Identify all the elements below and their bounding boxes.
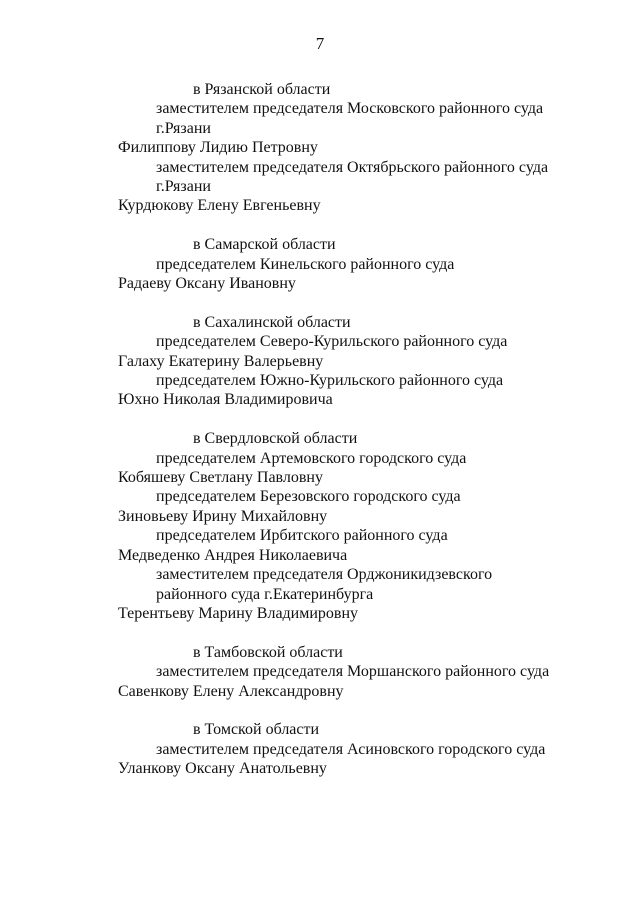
position-line: г.Рязани xyxy=(156,178,211,196)
position-line: заместителем председателя Московского районного суда xyxy=(156,100,544,118)
position-line: заместителем председателя Моршанского районного суда xyxy=(156,663,550,681)
section-spacer xyxy=(118,216,618,235)
region-heading: в Тамбовской области xyxy=(193,643,343,661)
person-name: Филиппову Лидию Петровну xyxy=(118,139,318,157)
appointment-list xyxy=(118,80,618,779)
position-line: заместителем председателя Октябрьского районного суда xyxy=(156,158,549,176)
person-name: Савенкову Елену Александровну xyxy=(118,682,344,700)
person-name: Зиновьеву Ирину Михайловну xyxy=(118,507,328,525)
section-spacer xyxy=(118,410,618,429)
section-spacer xyxy=(118,623,618,642)
position-line: г.Рязани xyxy=(156,119,211,137)
section-spacer xyxy=(118,293,618,312)
page-number: 7 xyxy=(315,34,325,53)
position-line: председателем Северо-Курильского районного суда xyxy=(156,333,508,351)
position-line: районного суда г.Екатеринбурга xyxy=(156,585,374,603)
position-line: заместителем председателя Орджоникидзевского xyxy=(156,566,493,584)
position-line: председателем Южно-Курильского районного суда xyxy=(156,372,504,390)
person-name: Кобяшеву Светлану Павловну xyxy=(118,469,323,487)
section-spacer xyxy=(118,701,618,720)
position-line: председателем Кинельского районного суда xyxy=(156,255,455,273)
region-heading: в Самарской области xyxy=(193,236,336,254)
region-heading: в Сахалинской области xyxy=(193,313,351,331)
position-line: заместителем председателя Асиновского городского суда xyxy=(156,740,546,758)
position-line: председателем Березовского городского суда xyxy=(156,488,461,506)
person-name: Радаеву Оксану Ивановну xyxy=(118,275,296,293)
region-heading: в Рязанской области xyxy=(193,81,331,98)
position-line: председателем Артемовского городского суда xyxy=(156,449,467,467)
person-name: Юхно Николая Владимировича xyxy=(118,391,333,409)
person-name: Курдюкову Елену Евгеньевну xyxy=(118,197,321,215)
person-name: Медведенко Андрея Николаевича xyxy=(118,546,348,564)
person-name: Уланкову Оксану Анатольевну xyxy=(118,760,327,778)
region-heading: в Томской области xyxy=(193,721,320,739)
region-heading: в Свердловской области xyxy=(193,430,358,448)
person-name: Терентьеву Марину Владимировну xyxy=(118,604,359,622)
position-line: председателем Ирбитского районного суда xyxy=(156,527,448,545)
person-name: Галаху Екатерину Валерьевну xyxy=(118,352,324,370)
